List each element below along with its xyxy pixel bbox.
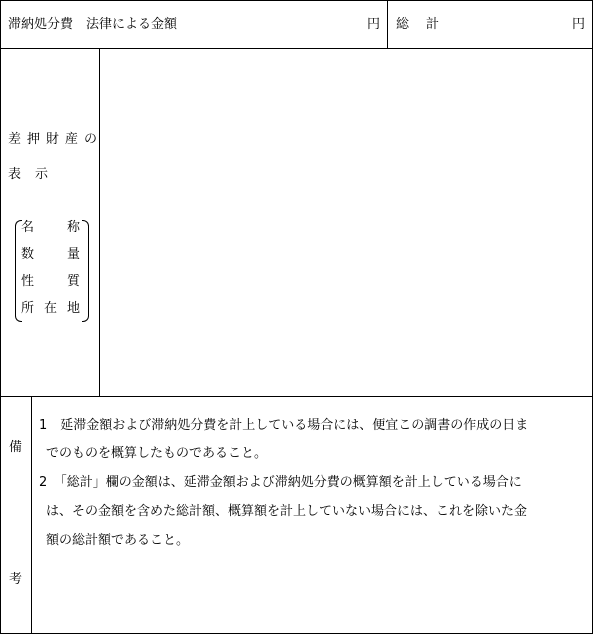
seized-property-label: 差押財産の — [8, 132, 104, 147]
note-line-3: 2 「総計」欄の金額は、延滞金額および滞納処分費の概算額を計上している場合に — [39, 475, 522, 490]
yen-unit-fee: 円 — [367, 17, 381, 32]
remarks-divider — [0, 396, 593, 397]
note-line-1: 1 延滞金額および滞納処分費を計上している場合には、便宜この調書の作成の日ま — [39, 418, 529, 433]
note-line-5: 額の総計額であること。 — [46, 533, 190, 548]
display-label: 表示 — [8, 167, 63, 182]
note-line-2: でのものを概算したものであること。 — [46, 446, 268, 461]
property-attr-name: 名 称 — [21, 220, 81, 235]
header-divider — [0, 48, 593, 49]
property-attr-location: 所 在 地 — [21, 301, 81, 316]
property-attributes — [21, 220, 83, 328]
remarks-label-top: 備 — [9, 440, 23, 455]
note-line-4: は、その金額を含めた総計額、概算額を計上していない場合には、これを除いた金 — [46, 504, 528, 519]
remarks-label-bottom: 考 — [9, 572, 23, 587]
right-bracket — [82, 220, 89, 322]
fee-label: 滞納処分費 法律による金額 — [8, 17, 178, 32]
yen-unit-total: 円 — [572, 17, 586, 32]
total-label: 総 計 — [396, 17, 442, 32]
header-vertical-divider — [387, 0, 388, 48]
property-attr-quality: 性 質 — [21, 274, 81, 289]
seized-vertical-divider — [99, 48, 100, 396]
property-attr-quantity: 数 量 — [21, 247, 81, 262]
remarks-vertical-divider — [31, 396, 32, 634]
